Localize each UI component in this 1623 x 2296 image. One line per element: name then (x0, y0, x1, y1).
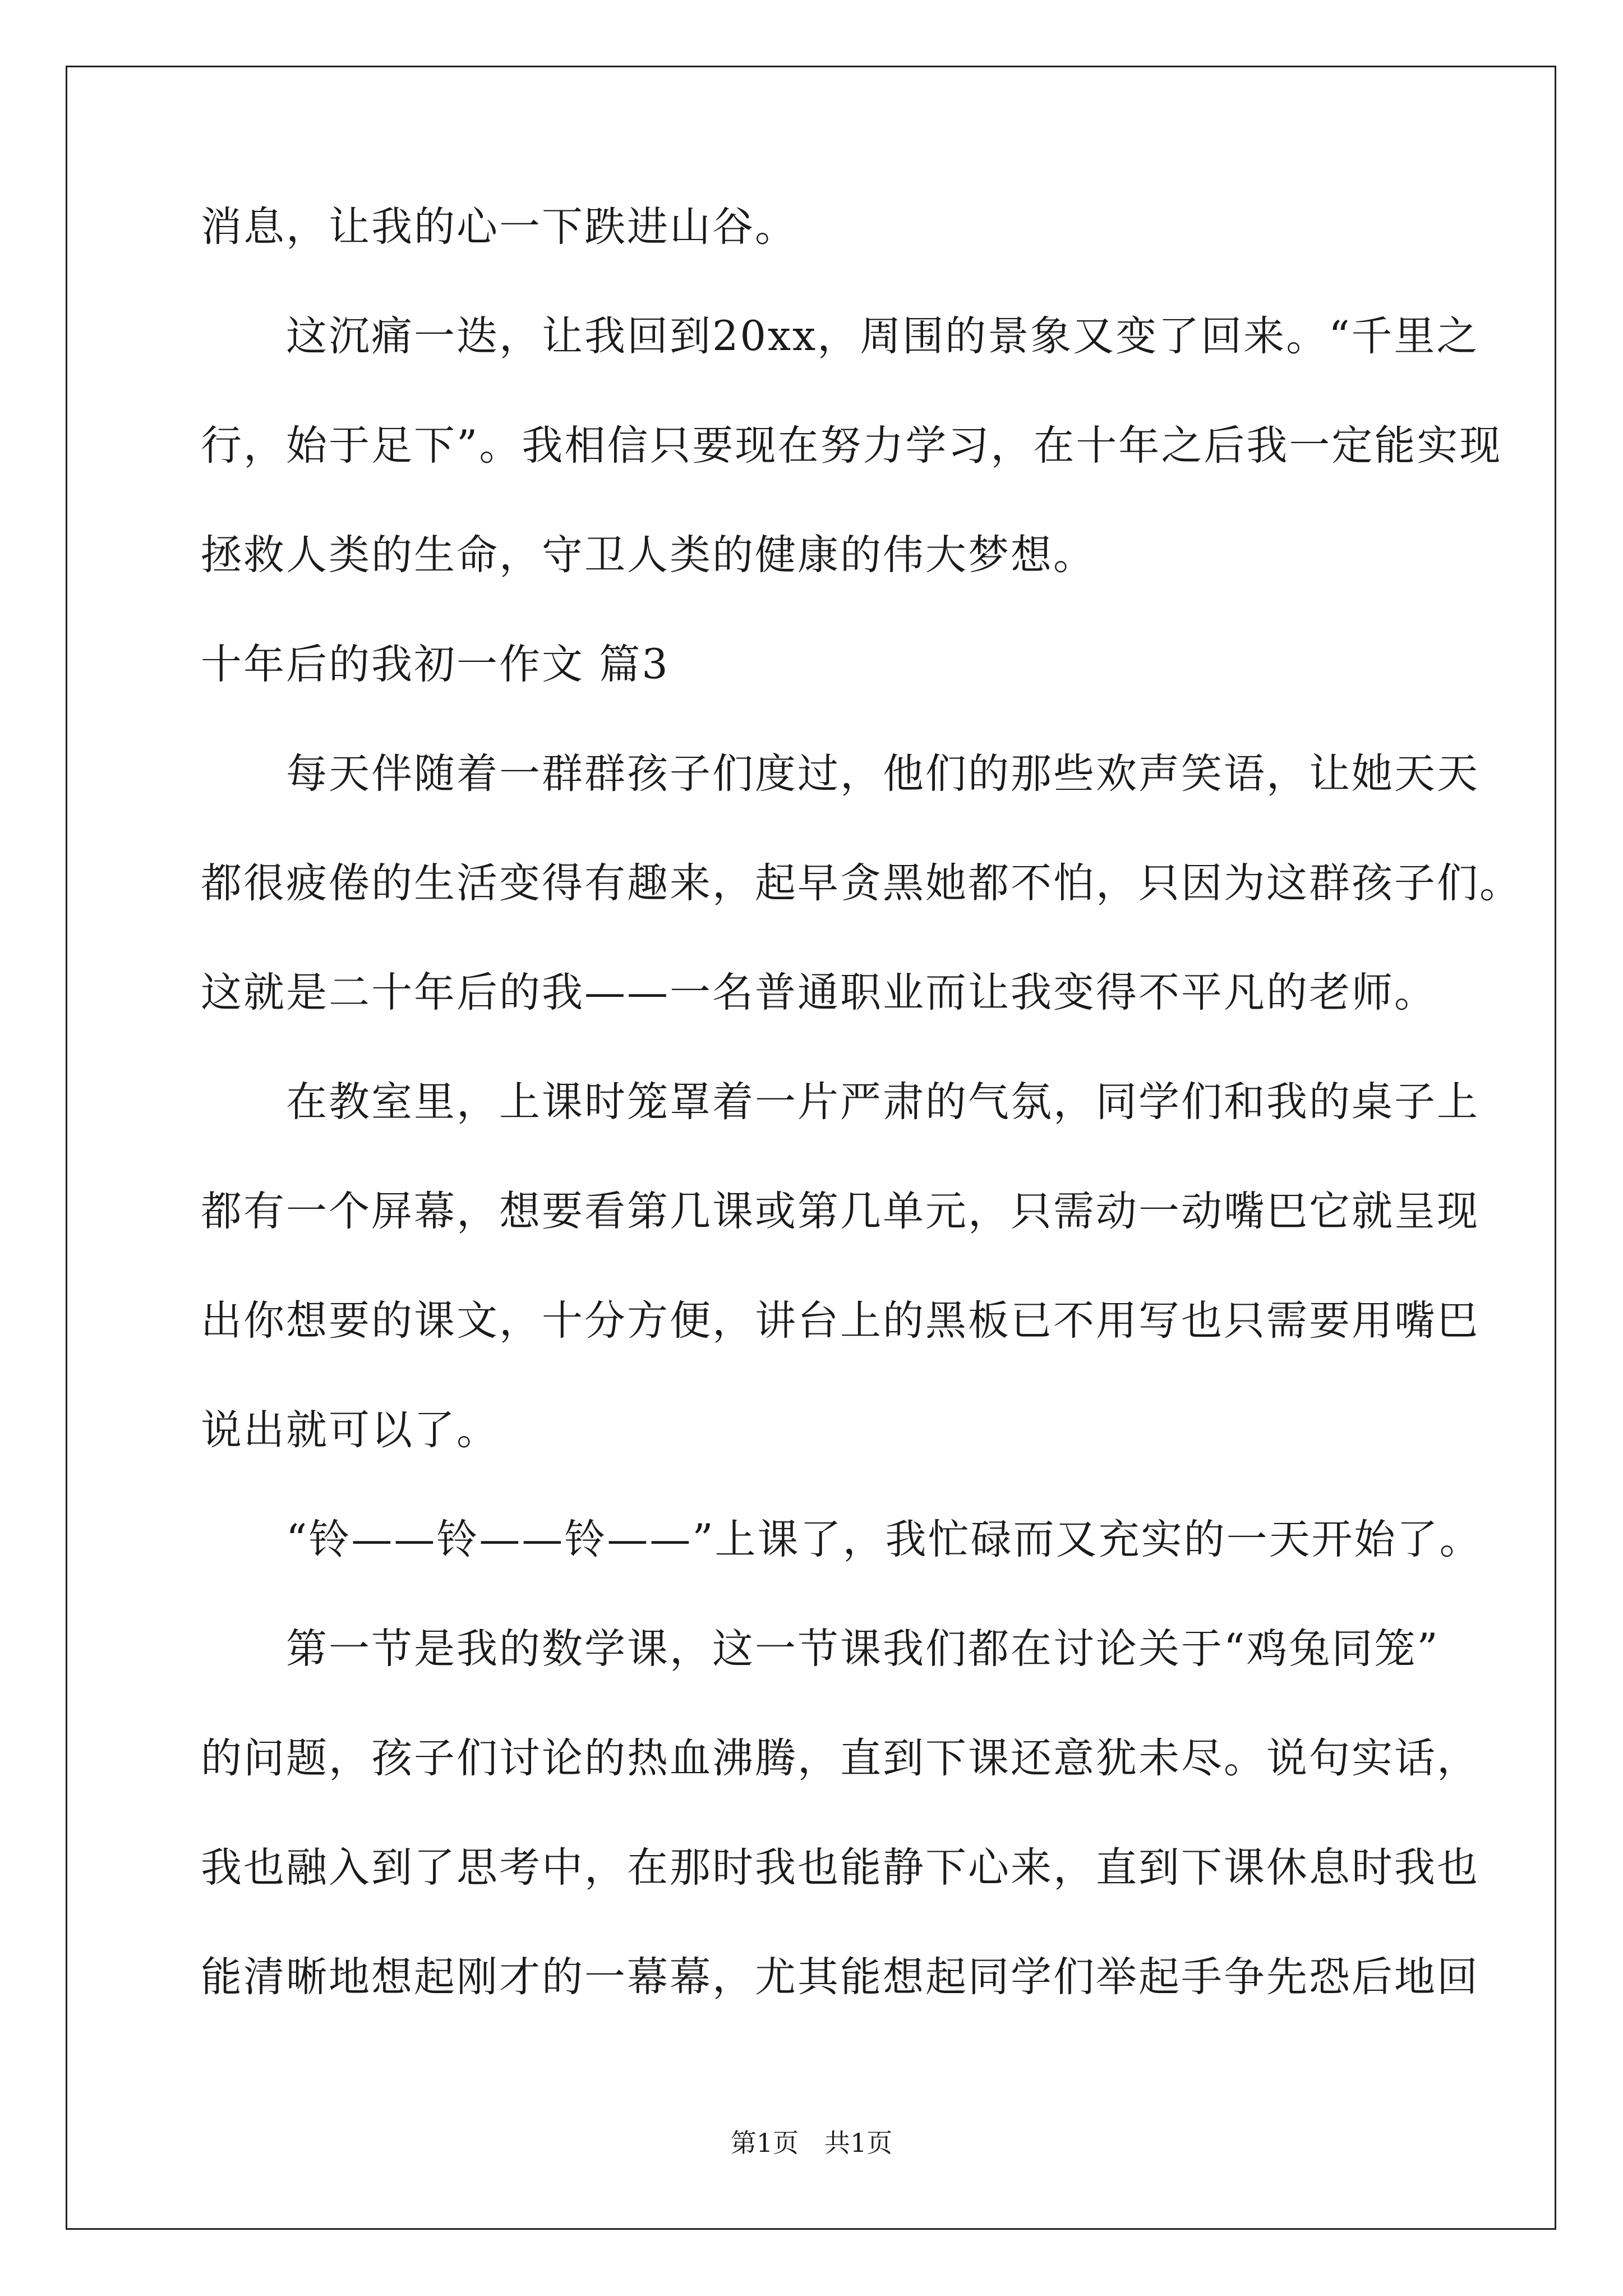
text-line: 这就是二十年后的我——一名普通职业而让我变得不平凡的老师。 (201, 969, 1437, 1016)
text-line: 消息，让我的心一下跌进山谷。 (201, 203, 797, 251)
text-line: 这沉痛一迭，让我回到20xx，周围的景象又变了回来。“千里之 (201, 312, 1479, 360)
text-line: 拯救人类的生命，守卫人类的健康的伟大梦想。 (201, 531, 1096, 579)
text-line: 每天伴随着一群群孩子们度过，他们的那些欢声笑语，让她天天 (201, 750, 1479, 798)
text-line: 第一节是我的数学课，这一节课我们都在讨论关于“鸡兔同笼” (201, 1625, 1440, 1673)
page-footer: 第1页 共1页 (730, 2128, 893, 2158)
text-line: 能清晰地想起刚才的一幕幕，尤其能想起同学们举起手争先恐后地回 (201, 1953, 1479, 2001)
text-line: 在教室里，上课时笼罩着一片严肃的气氛，同学们和我的桌子上 (201, 1078, 1479, 1126)
text-line: 都有一个屏幕，想要看第几课或第几单元，只需动一动嘴巴它就呈现 (201, 1188, 1479, 1235)
section-heading: 十年后的我初一作文 篇3 (201, 641, 670, 688)
text-line: 的问题，孩子们讨论的热血沸腾，直到下课还意犹未尽。说句实话， (201, 1734, 1479, 1782)
page-border (66, 66, 1556, 2230)
text-line: 都很疲倦的生活变得有趣来，起早贪黑她都不怕，只因为这群孩子们。 (201, 859, 1522, 907)
text-line: 行，始于足下”。我相信只要现在努力学习，在十年之后我一定能实现 (201, 422, 1502, 470)
text-line: “铃——铃——铃——”上课了，我忙碌而又充实的一天开始了。 (201, 1516, 1482, 1563)
text-line: 说出就可以了。 (201, 1406, 499, 1454)
text-line: 我也融入到了思考中，在那时我也能静下心来，直到下课休息时我也 (201, 1844, 1479, 1892)
text-line: 出你想要的课文，十分方便，讲台上的黑板已不用写也只需要用嘴巴 (201, 1297, 1479, 1345)
